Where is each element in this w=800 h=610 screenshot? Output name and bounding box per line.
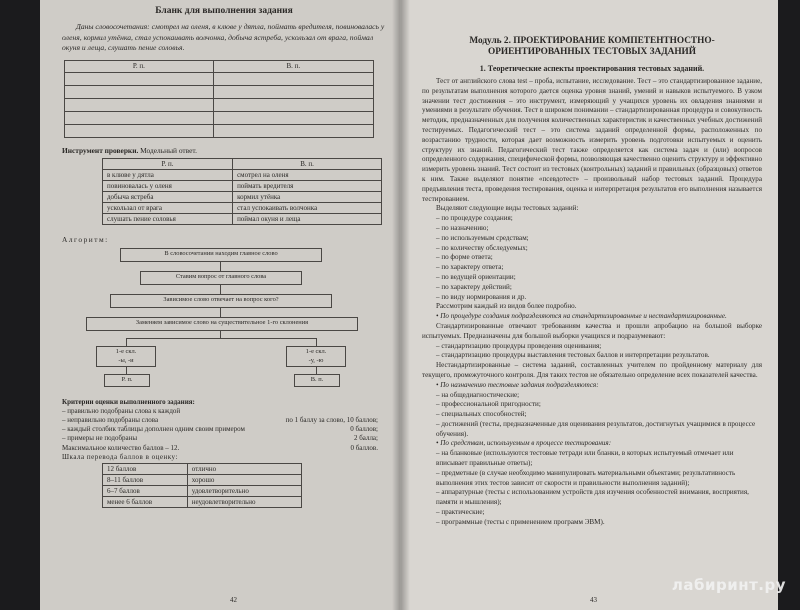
watermark: лабиринт.ру (671, 576, 786, 594)
criteria-item (62, 444, 386, 453)
model-table-body (103, 169, 382, 224)
blank-table-body (65, 72, 374, 137)
model-cell-acc: кормил утёнка (233, 191, 382, 202)
test-type-item: – по процедуре создания; (436, 214, 513, 223)
blank-cell (65, 85, 214, 98)
standardized-item: – стандартизацию процедуры выставления тестовых баллов и интерпретации результатов. (436, 351, 710, 360)
blank-table (64, 60, 374, 138)
means-item: – практические; (436, 508, 485, 517)
standardized-item: – стандартизацию процедуры проведения оценивания; (436, 341, 602, 350)
scale-grade: удовлетворительно (187, 485, 301, 496)
blank-row (65, 111, 374, 124)
scale-points: 6–7 баллов (103, 485, 188, 496)
purpose-item: – на общедиагностические; (436, 390, 520, 399)
test-type-item: – по ведущей ориентации; (436, 272, 516, 281)
test-type-item: – по характеру ответа; (436, 263, 504, 272)
criteria-score: по 1 баллу за слово, 10 баллов; (285, 415, 378, 424)
purpose-item: – достижений (тесты, предназначенные для оценивания результатов, достигнутых учащимися в процессе обучения). (436, 419, 756, 438)
test-type-item: – по характеру действий; (436, 282, 512, 291)
criteria-text: – правильно подобраны слова к каждой (62, 406, 181, 415)
criteria-list (62, 407, 386, 453)
blank-cell (213, 85, 373, 98)
task-text: Даны словосочетания: смотрел на оленя, в клюве у дятла, поймать вредителя, повиновалась у оленя, кормил утёнка, стал успокаивать волчонка, добыча ястреба, ускользал от врага, поймал окуня и леща, слушать пение соловья. (62, 22, 385, 52)
model-answer-table (102, 158, 382, 225)
criteria-item (62, 407, 386, 416)
means-item: – предметные (в случае необходимо манипулировать материальными объектами; результативность выполнения этих тестов зависит от скорости и правильности выполнения заданий); (436, 468, 736, 487)
criteria-text: – примеры не подобраны (62, 434, 138, 443)
means-heading: • По средствам, используемым в процессе тестирования: (436, 439, 612, 448)
blank-header-acc: В. п. (213, 60, 373, 72)
blank-row (65, 98, 374, 111)
blank-cell (213, 72, 373, 85)
model-cell-gen: слушать пение соловья (103, 213, 233, 224)
model-row (103, 191, 382, 202)
grade-scale-table (102, 463, 302, 508)
flow-result-gen: Р. п. (104, 374, 150, 387)
criteria-item (62, 434, 386, 443)
flow-step-whom: Зависимое слово отвечает на вопрос кого? (110, 294, 332, 308)
criteria-title: Критерии оценки выполненного задания: (62, 397, 195, 406)
standardized-list (422, 342, 762, 362)
scale-row (103, 496, 302, 507)
standardized-text: Стандартизированные отвечают требованиям качества и прошли апробацию на большой выборке испытуемых. Предназначены для большой выборки учащихся и подразумевают: (422, 321, 762, 340)
means-item: – на бланковые (используются тестовые тетради или бланки, в которых испытуемый отмечает или вписывает правильные ответы); (436, 449, 734, 468)
criteria-block (62, 398, 386, 462)
tool-rest: Модельный ответ. (138, 145, 197, 155)
section-title: 1. Теоретические аспекты проектирования тестовых заданий. (479, 64, 705, 73)
model-cell-gen: ускользал от врага (103, 202, 233, 213)
flow-arrow (220, 284, 221, 294)
test-type-item: – по количеству обследуемых; (436, 243, 528, 252)
scale-row (103, 463, 302, 474)
criteria-score: 2 балла; (353, 434, 378, 443)
purpose-heading: • По назначению тестовые задания подразделяются: (436, 380, 599, 389)
means-list (422, 449, 762, 527)
blank-cell (65, 98, 214, 111)
page-number-right: 43 (590, 596, 597, 604)
flow-arrow (220, 307, 221, 317)
blank-cell (213, 124, 373, 137)
flow-result-acc: В. п. (294, 374, 340, 387)
model-cell-acc: стал успокаивать волчонка (233, 202, 382, 213)
blank-header-gen: Р. п. (65, 60, 214, 72)
means-item: – программные (тесты с применением программ ЭВМ). (436, 517, 605, 526)
tool-label: Инструмент проверки. (62, 145, 139, 155)
nonstandardized-text: Нестандартизированные – система заданий, составленных учителем по пройденному материалу для текущего, промежуточного контроля. Для таких тестов не обязательно определение всех показателей качества. (422, 361, 762, 379)
flow-arrow (220, 261, 221, 271)
criteria-item (62, 425, 386, 434)
scale-grade: неудовлетворительно (187, 496, 301, 507)
blank-row (65, 72, 374, 85)
model-cell-gen: в клюве у дятла (103, 169, 233, 180)
blank-row (65, 85, 374, 98)
purpose-list (422, 391, 762, 440)
flow-branch-gen: 1-е скл. -ы, -и (96, 346, 156, 367)
model-cell-acc: смотрел на оленя (233, 169, 382, 180)
flow-arrow (316, 338, 317, 346)
scale-points: 12 баллов (103, 463, 188, 474)
purpose-item: – специальных способностей; (436, 410, 527, 419)
model-row (103, 169, 382, 180)
tool-line (62, 146, 386, 155)
test-type-item: – по форме ответа; (436, 253, 493, 262)
scale-label: Шкала перевода баллов в оценку: (62, 452, 178, 461)
blank-title: Бланк для выполнения задания (155, 6, 293, 16)
left-page (40, 0, 400, 610)
module-title: Модуль 2. ПРОЕКТИРОВАНИЕ КОМПЕТЕНТНОСТНО-ОРИЕНТИРОВАННЫХ ТЕСТОВЫХ ЗАДАНИЙ (469, 36, 715, 57)
more-detail: Рассмотрим каждый из видов более подробно. (436, 302, 577, 311)
algorithm-label: Алгоритм: (62, 234, 109, 244)
test-type-item: – по используемым средствам; (436, 233, 529, 242)
model-cell-gen: добыча ястреба (103, 191, 233, 202)
types-intro: Выделяют следующие виды тестовых заданий: (436, 204, 579, 213)
test-types-list (422, 214, 762, 302)
criteria-score (378, 407, 386, 416)
grade-scale-body (103, 463, 302, 507)
blank-cell (213, 98, 373, 111)
model-cell-acc: поймал окуня и леща (233, 213, 382, 224)
means-item: – аппаратурные (тесты с использованием устройств для изучения особенностей внимания, восприятия, памяти и мышления); (436, 488, 749, 507)
test-type-item: – по назначению; (436, 223, 489, 232)
model-row (103, 213, 382, 224)
blank-cell (65, 72, 214, 85)
criteria-score: 0 баллов; (350, 425, 378, 434)
criteria-text: – каждый столбик таблицы дополнен одним своим примером (62, 425, 245, 434)
flow-arrow (126, 366, 127, 374)
flow-step-find-main-word: В словосочетании находим главное слово (120, 248, 322, 262)
blank-cell (65, 124, 214, 137)
algorithm-flowchart (62, 246, 392, 396)
scale-row (103, 485, 302, 496)
book-gutter (392, 0, 410, 610)
model-header-acc: В. п. (233, 158, 382, 169)
test-type-item: – по виду нормирования и др. (436, 292, 527, 301)
model-row (103, 202, 382, 213)
scale-grade: хорошо (187, 474, 301, 485)
scale-points: менее 6 баллов (103, 496, 188, 507)
scale-row (103, 474, 302, 485)
scale-grade: отлично (187, 463, 301, 474)
right-page (400, 0, 778, 610)
model-cell-acc: поймать вредителя (233, 180, 382, 191)
criteria-text: Максимальное количество баллов – 12. (62, 443, 180, 452)
procedure-heading: • По процедуре создания подразделяются на стандартизированные и нестандартизированные. (436, 312, 727, 321)
flow-step-replace-noun: Заменяем зависимое слово на существительное 1-го склонения (86, 317, 358, 331)
intro-paragraph: Тест от английского слова test – проба, испытание, исследование. Тест – это стандартизированное задание, по результатам выполнения которого дается оценка уровня знаний, умений и навыков испытуемого. В узком значении тест достижения – это инструмент, измеряющий у учащихся уровень их овладения знаниями и умениями в результате обучения. Тест в широком понимании – стандартизированная процедура и совокупность методик, предназначенных для получения количественных характеристик и качественных учебных достижений тестируемых. Педагогический тест – это система заданий определенной формы, расположенных по возрастанию трудности, которая дает возможность измерить уровень подготовки испытуемых и оценить структуру их знаний. Педагогический тест также определяется как система задач и (или) вопросов определенного содержания, специфической формы, позволяющая качественно оценить структуру и эффективно измерить уровень знаний. Тест состоит из тестовых (контрольных) заданий и правильных (образцовых) ответов к ним. Также выделяют понятие «псевдотест» – произвольный набор тестовых заданий. Процедура предъявления теста, проведения тестирования, оценка и интерпретация результатов его выполнения называется тестированием. (422, 77, 762, 203)
flow-branch-line (126, 338, 316, 339)
flow-arrow (126, 338, 127, 346)
model-cell-gen: повиновалась у оленя (103, 180, 233, 191)
model-row (103, 180, 382, 191)
flow-arrow (316, 366, 317, 374)
flow-step-ask-question: Ставим вопрос от главного слова (140, 271, 302, 285)
criteria-item (62, 416, 386, 425)
purpose-item: – профессиональной пригодности; (436, 400, 541, 409)
blank-cell (65, 111, 214, 124)
flow-branch-acc: 1-е скл. -у, -ю (286, 346, 346, 367)
blank-row (65, 124, 374, 137)
criteria-text: – неправильно подобраны слова (62, 415, 159, 424)
page-number-left: 42 (230, 596, 237, 604)
flow-arrow (220, 330, 221, 338)
model-header-gen: Р. п. (103, 158, 233, 169)
criteria-score: 0 баллов. (350, 443, 378, 452)
scale-points: 8–11 баллов (103, 474, 188, 485)
blank-cell (213, 111, 373, 124)
